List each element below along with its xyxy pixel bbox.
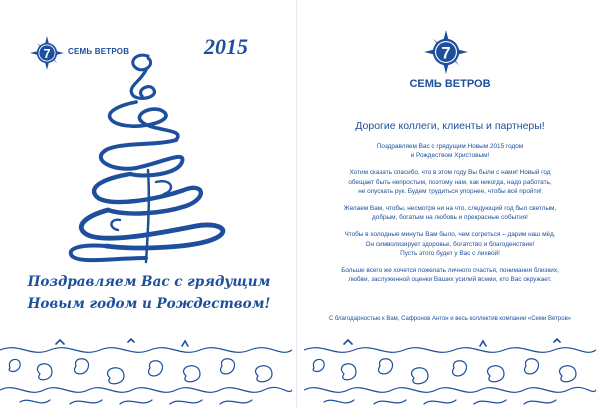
text-line: Больше всего же хочется пожелать личного счастья, понимания близких, [341, 267, 559, 275]
compass-logo-icon [424, 30, 468, 74]
text-line: любви, заслуженной оценки Ваших усилий всеми, кто Вас окружает. [348, 276, 552, 284]
greeting-line-2: Новым годом и Рождеством! [27, 296, 271, 312]
greeting-script [18, 271, 280, 315]
card-right-page [304, 0, 596, 408]
letter-heading: Дорогие коллеги, клиенты и партнеры! [355, 120, 545, 132]
paragraph-2 [312, 168, 588, 196]
signature-line: С благодарностью к Вам, Сафронов Антон и весь коллектив компании «Семи Ветров» [328, 316, 572, 322]
year-label: 2015 [204, 34, 248, 59]
page-divider [296, 0, 297, 408]
text-line: и Рождеством Христовым! [410, 152, 490, 160]
text-line: Он символизирует здоровье, богатство и благоденствие! [365, 240, 535, 248]
text-line: Поздравляем Вас с грядущим Новым 2015 годом [376, 143, 524, 150]
paragraph-1 [312, 142, 588, 160]
text-line: не опускать рук. Будем трудиться упорнее, чтобы всё пройти! [358, 187, 542, 195]
brand-name: СЕМЬ ВЕТРОВ [409, 78, 491, 90]
text-line: добрым, богатым на любовь и прекрасные события! [372, 214, 528, 222]
text-line: Желаем Вам, чтобы, несмотря ни на что, следующий год был светлым, [343, 205, 557, 213]
swirl-christmas-tree [36, 50, 256, 265]
floral-ornament-border [304, 338, 596, 408]
logo-digit: 7 [43, 46, 51, 62]
text-line: Чтобы в холодные минуты Вам было, чем согреться – дарим наш мёд. [344, 231, 556, 239]
text-line: Пусть этого будет у Вас с лихвой! [400, 249, 500, 257]
logo-digit: 7 [441, 44, 451, 63]
text-line: Хотим сказать спасибо, что в этом году Вы были с нами! Новый год [349, 169, 551, 177]
paragraph-3 [312, 204, 588, 222]
brand-name: СЕМЬ ВЕТРОВ [68, 47, 130, 56]
text-line: обещает быть непростым, поэтому нам, как никогда, надо работать, [348, 178, 552, 186]
letter-body [312, 142, 588, 292]
paragraph-4 [312, 230, 588, 258]
floral-ornament-border [0, 338, 292, 408]
paragraph-5 [312, 266, 588, 284]
greeting-line-1: Поздравляем Вас с грядущим [27, 274, 271, 290]
card-left-page [0, 0, 292, 408]
